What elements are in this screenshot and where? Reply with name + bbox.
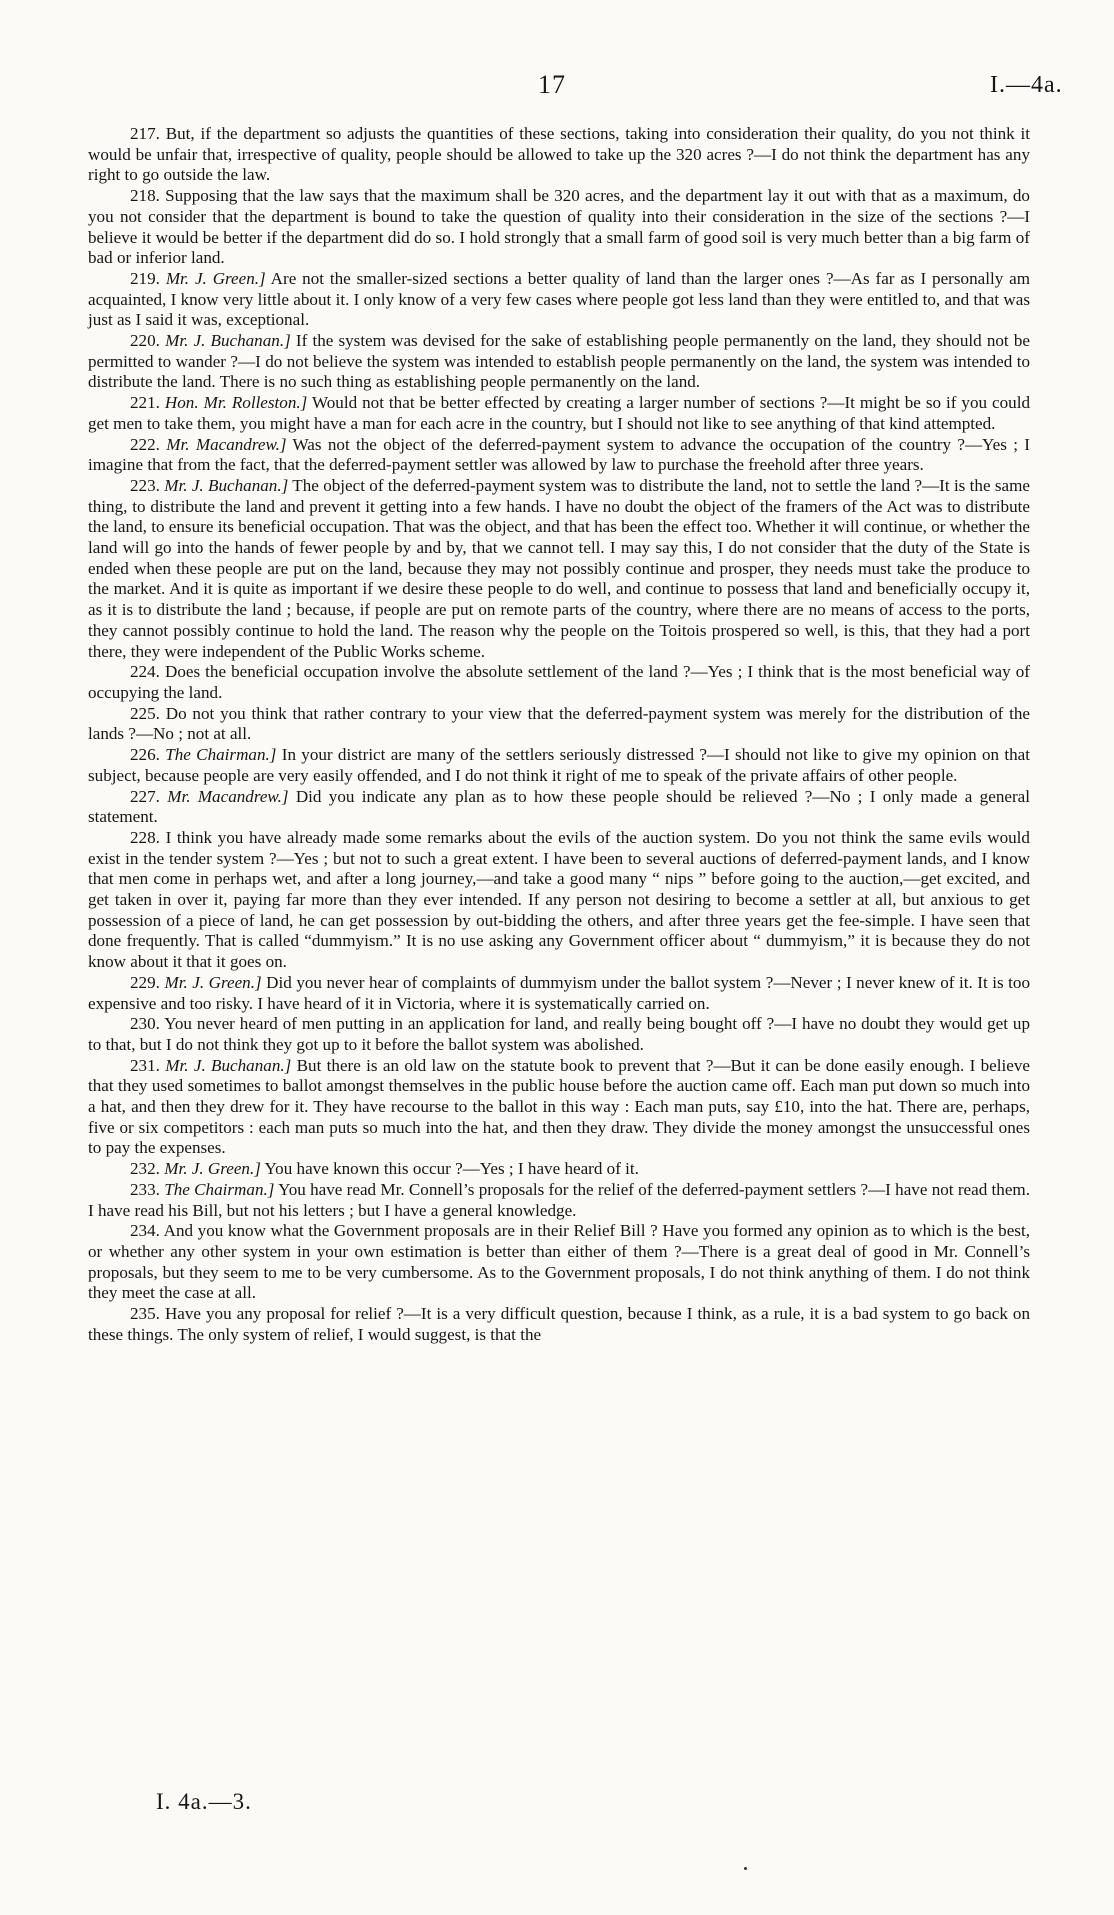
para-text: Does the beneficial occupation involve the absolute settlement of the land ?—Yes ; I think that is the most beneficial way of occupying the land. <box>88 662 1030 702</box>
speaker: Mr. Macandrew.] <box>166 434 287 454</box>
para-text: Do not you think that rather contrary to your view that the deferred-payment system was merely for the distribution of the lands ?—No ; not at all. <box>88 703 1030 744</box>
para-text: Did you indicate any plan as to how these people should be relieved ?—No ; I only made a general statement. <box>88 786 1030 827</box>
speaker: Mr. J. Buchanan.] <box>165 331 291 351</box>
para-num: 225. <box>130 703 160 723</box>
paragraph-224 <box>88 662 1030 703</box>
body-text <box>88 124 1030 1345</box>
para-text: Was not the object of the deferred-payment system to advance the occupation of the country ?—Yes ; I imagine that from the fact, that the deferred-payment settler was allowed by law to purchase the freehold after three years. <box>88 434 1030 475</box>
speaker: The Chairman.] <box>165 745 277 765</box>
para-text: Supposing that the law says that the maximum shall be 320 acres, and the department lay it out with that as a maximum, do you not consider that the department is bound to take the question of quality into their consideration in the size of the sections ?—I believe it would be better if the department did do so. I hold strongly that a small farm of good soil is very much better than a big farm of bad or inferior land. <box>88 186 1030 268</box>
para-num: 235. <box>130 1304 160 1324</box>
para-num: 231. <box>130 1055 160 1075</box>
para-num: 228. <box>130 827 160 847</box>
para-num: 217. <box>130 124 160 143</box>
para-num: 222. <box>130 434 160 454</box>
para-text: You have known this occur ?—Yes ; I have heard of it. <box>264 1159 639 1179</box>
paragraph-232 <box>88 1159 1030 1180</box>
speaker: Mr. J. Green.] <box>165 268 266 288</box>
speaker: Hon. Mr. Rolleston.] <box>164 393 308 413</box>
paragraph-226 <box>88 745 1030 786</box>
paragraph-225 <box>88 704 1030 745</box>
para-text: Would not that be better effected by creating a larger number of sections ?—It might be so if you could get men to take them, you might have a man for each acre in the country, but I should not like to see anything of that kind attempted. <box>88 393 1031 433</box>
para-num: 218. <box>130 186 160 206</box>
paragraph-223 <box>88 476 1030 662</box>
para-num: 230. <box>130 1014 160 1034</box>
para-num: 227. <box>130 786 160 806</box>
speaker: Mr. J. Green.] <box>164 1159 261 1179</box>
para-text: You have read Mr. Connell’s proposals for the relief of the deferred-payment settlers ?—I have not read them. I have read his Bill, but not his letters ; but I have a general knowledge. <box>88 1179 1030 1220</box>
speaker: The Chairman.] <box>164 1179 275 1199</box>
speaker: Mr. J. Buchanan.] <box>165 1055 292 1075</box>
para-text: In your district are many of the settlers seriously distressed ?—I should not like to give my opinion on that subject, because people are very easily offended, and I do not think it right of me to speak of the private affairs of other people. <box>88 745 1030 785</box>
para-text: Have you any proposal for relief ?—It is a very difficult question, because I think, as a rule, it is a bad system to go back on these things. The only system of relief, I would suggest, is that the <box>88 1304 1030 1344</box>
speaker: Mr. J. Buchanan.] <box>164 475 289 495</box>
para-text: Did you never hear of complaints of dummyism under the ballot system ?—Never ; I never knew of it. It is too expensive and too risky. I have heard of it in Victoria, where it is systematically carried on. <box>88 972 1031 1013</box>
signature-mark: I. 4a.—3. <box>156 1789 252 1814</box>
paragraph-219 <box>88 269 1030 331</box>
paragraph-218 <box>88 186 1030 269</box>
para-text: And you know what the Government proposals are in their Relief Bill ? Have you formed any opinion as to which is the best, or whether any other system in your own estimation is better than either of them ?—There is a great deal of good in Mr. Connell’s proposals, but they seem to me to be very cumbersome. As to the Government proposals, I do not think anything of them. I do not think they meet the case at all. <box>88 1221 1030 1303</box>
paragraph-234 <box>88 1221 1030 1304</box>
paragraph-229 <box>88 973 1030 1014</box>
para-num: 229. <box>130 972 160 992</box>
para-num: 220. <box>130 331 160 351</box>
page-number: 17 <box>538 70 566 99</box>
para-num: 234. <box>130 1221 160 1241</box>
para-text: But, if the department so adjusts the quantities of these sections, taking into consideration their quality, do you not think it would be unfair that, irrespective of quality, people should be allowed to take up the 320 acres ?—I do not think the department has any right to go outside the law. <box>88 124 1030 185</box>
paragraph-230 <box>88 1014 1030 1055</box>
paragraph-217 <box>88 124 1030 186</box>
ink-speck <box>744 1867 747 1870</box>
page-reference: I.—4a. <box>990 72 1063 98</box>
para-num: 226. <box>130 745 160 765</box>
speaker: Mr. J. Green.] <box>164 972 262 992</box>
paragraph-235 <box>88 1304 1030 1345</box>
para-num: 233. <box>130 1179 160 1199</box>
paragraph-231 <box>88 1056 1030 1160</box>
para-num: 221. <box>130 393 160 413</box>
speaker: Mr. Macandrew.] <box>167 786 289 806</box>
para-text: But there is an old law on the statute book to prevent that ?—But it can be done easily enough. I believe that they used sometimes to ballot amongst themselves in the public house before the auction came off. Each man put down so much into a hat, and then they drew for it. They have recourse to the ballot in this way : Each man puts, say £10, into the hat. There are, perhaps, five or six competitors : each man puts so much into the hat, and then they draw. They divide the money amongst the unsuccessful ones to pay the expenses. <box>88 1055 1030 1158</box>
para-num: 219. <box>130 268 160 288</box>
para-text: The object of the deferred-payment system was to distribute the land, not to settle the land ?—It is the same thing, to distribute the land and prevent it getting into a few hands. I have no doubt the object of the framers of the Act was to distribute the land, to ensure its beneficial occupation. That was the object, and that has been the effect too. Whether it will continue, or whether the land will go into the hands of fewer people by and by, that we cannot tell. I may say this, I do not consider that the duty of the State is ended when these people are put on the land, because they may not possibly continue and prosper, they needs must take the produce to the market. And it is quite as important if we desire these people to do well, and continue to possess that land and beneficially occupy it, as it is to distribute the land ; because, if people are put on remote parts of the country, where there are no means of access to the ports, they cannot possibly continue to hold the land. The reason why the people on the Toitois prospered so well, is this, that they had a port there, they were independent of the Public Works scheme. <box>88 475 1030 661</box>
para-text: You never heard of men putting in an application for land, and really being bought off ?—I have no doubt they would get up to that, but I do not think they got up to it before the ballot system was abolished. <box>88 1014 1031 1054</box>
paragraph-221 <box>88 393 1030 434</box>
paragraph-220 <box>88 331 1030 393</box>
paragraph-228 <box>88 828 1030 973</box>
para-text: Are not the smaller-sized sections a better quality of land than the larger ones ?—As far as I personally am acquainted, I know very little about it. I only know of a very few cases where people got less land than they were entitled to, and that was just as I said it was, exceptional. <box>88 268 1031 330</box>
paragraph-227 <box>88 787 1030 828</box>
para-text: If the system was devised for the sake of establishing people permanently on the land, they should not be permitted to wander ?—I do not believe the system was intended to establish people permanently on the land, the system was intended to distribute the land. There is no such thing as establishing people permanently on the land. <box>88 331 1030 392</box>
para-num: 224. <box>130 662 160 682</box>
paragraph-222 <box>88 435 1030 476</box>
para-num: 223. <box>130 475 160 495</box>
para-text: I think you have already made some remarks about the evils of the auction system. Do you not think the same evils would exist in the tender system ?—Yes ; but not to such a great extent. I have been to several auctions of deferred-payment lands, and I know that men come in perhaps wet, and after a long journey,—and take a good many “ nips ” before going to the auction,—get excited, and get taken in over it, paying far more than they ever intended. If any person not desiring to become a settler at all, but anxious to get possession of a piece of land, he can get possession by out-bidding the others, and after three years get the fee-simple. I have seen that done frequently. That is called “dummyism.” It is no use asking any Government officer about “ dummyism,” it is because they do not know about it that it goes on. <box>88 827 1030 972</box>
paragraph-233 <box>88 1180 1030 1221</box>
para-num: 232. <box>130 1159 160 1179</box>
